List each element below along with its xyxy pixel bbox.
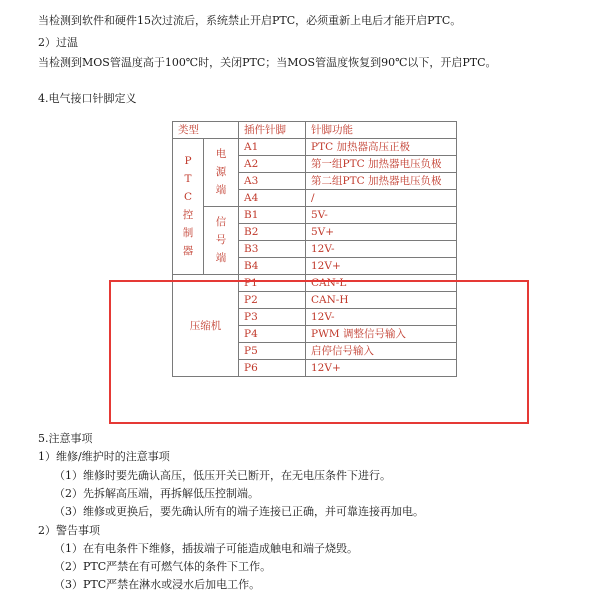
table-header-row xyxy=(173,122,457,139)
pin-cell: P6 xyxy=(239,360,306,377)
list-item: （3）PTC严禁在淋水或浸水后加电工作。 xyxy=(54,578,261,591)
table-row xyxy=(173,275,457,292)
function-cell: CAN-H xyxy=(306,292,457,309)
function-cell: 5V- xyxy=(306,207,457,224)
section-heading-5: 5.注意事项 xyxy=(38,432,93,445)
subcategory-signal xyxy=(204,207,239,275)
pin-cell: A3 xyxy=(239,173,306,190)
pin-cell: A2 xyxy=(239,156,306,173)
pin-cell: P1 xyxy=(239,275,306,292)
pin-cell: A4 xyxy=(239,190,306,207)
category-ptc-controller xyxy=(173,139,204,275)
pin-cell: A1 xyxy=(239,139,306,156)
power-end-label: 电源端 xyxy=(215,148,227,196)
paragraph-overcurrent: 当检测到软件和硬件15次过流后，系统禁止开启PTC，必须重新上电后才能开启PTC。 xyxy=(38,14,462,27)
header-pin: 插件针脚 xyxy=(239,122,306,139)
function-cell: PWM 调整信号输入 xyxy=(306,326,457,343)
subcategory-power xyxy=(204,139,239,207)
category-compressor: 压缩机 xyxy=(173,275,239,377)
subheading-warnings: 2）警告事项 xyxy=(38,524,100,537)
paragraph-overtemp: 当检测到MOS管温度高于100℃时，关闭PTC；当MOS管温度恢复到90℃以下，开启PTC。 xyxy=(38,56,497,69)
list-item: （1）维修时要先确认高压，低压开关已断开，在无电压条件下进行。 xyxy=(54,469,391,482)
list-item: （1）在有电条件下维修，插拔端子可能造成触电和端子烧毁。 xyxy=(54,542,358,555)
ptc-controller-label: PTC控制器 xyxy=(182,155,194,257)
pin-cell: P4 xyxy=(239,326,306,343)
pin-cell: P3 xyxy=(239,309,306,326)
pin-cell: B2 xyxy=(239,224,306,241)
signal-end-label: 信号端 xyxy=(215,216,227,264)
function-cell: 5V+ xyxy=(306,224,457,241)
table-row xyxy=(173,139,457,156)
function-cell: 12V- xyxy=(306,241,457,258)
pin-cell: B4 xyxy=(239,258,306,275)
function-cell: CAN-L xyxy=(306,275,457,292)
pin-cell: B3 xyxy=(239,241,306,258)
pin-definition-table xyxy=(172,121,457,377)
function-cell: 启停信号输入 xyxy=(306,343,457,360)
pin-cell: P2 xyxy=(239,292,306,309)
pin-cell: P5 xyxy=(239,343,306,360)
subheading-maintenance: 1）维修/维护时的注意事项 xyxy=(38,450,170,463)
heading-overtemp: 2）过温 xyxy=(38,36,78,49)
function-cell: 第二组PTC 加热器电压负极 xyxy=(306,173,457,190)
header-function: 针脚功能 xyxy=(306,122,457,139)
list-item: （3）维修或更换后，要先确认所有的端子连接已正确，并可靠连接再加电。 xyxy=(54,505,424,518)
list-item: （2）先拆解高压端，再拆解低压控制端。 xyxy=(54,487,259,500)
function-cell: PTC 加热器高压正极 xyxy=(306,139,457,156)
function-cell: 12V- xyxy=(306,309,457,326)
pin-cell: B1 xyxy=(239,207,306,224)
function-cell: / xyxy=(306,190,457,207)
function-cell: 12V+ xyxy=(306,258,457,275)
header-type: 类型 xyxy=(173,122,239,139)
function-cell: 12V+ xyxy=(306,360,457,377)
function-cell: 第一组PTC 加热器电压负极 xyxy=(306,156,457,173)
table-row xyxy=(173,207,457,224)
section-heading-4: 4.电气接口针脚定义 xyxy=(38,92,137,105)
list-item: （2）PTC严禁在有可燃气体的条件下工作。 xyxy=(54,560,272,573)
